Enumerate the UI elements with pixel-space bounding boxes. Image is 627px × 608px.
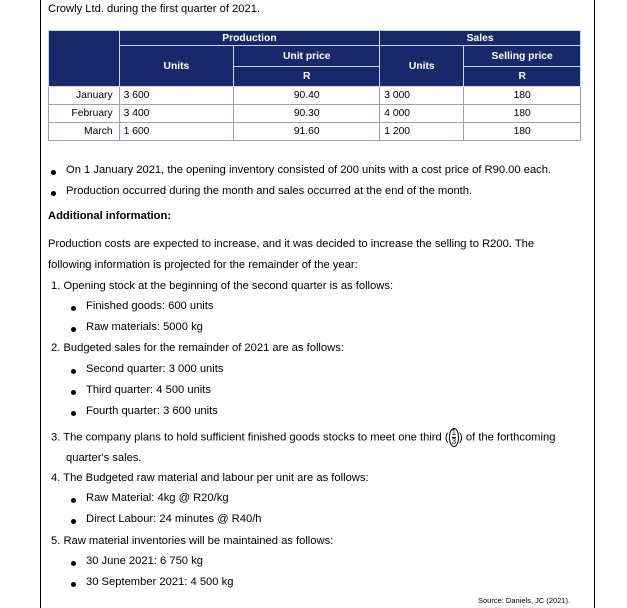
sub-item: Fourth quarter: 3 600 units [86, 405, 218, 417]
selling-price-cell: 180 [464, 123, 581, 141]
selling-price-cell: 180 [464, 87, 581, 105]
fraction-denominator: 3 [451, 437, 457, 446]
sales-group-header: Sales [380, 31, 581, 46]
frame-left-border [40, 0, 41, 608]
selling-price-cell: 180 [464, 105, 581, 123]
bullet-icon [51, 170, 56, 175]
paragraph-line: Production costs are expected to increase, and it was decided to increase the selling to R200. The [48, 238, 535, 250]
item3-text-end: ) of the forthcoming [459, 431, 556, 444]
sales-units-cell: 1 200 [380, 123, 464, 141]
list-item-1: 1. Opening stock at the beginning of the second quarter is as follows: [51, 280, 394, 292]
bullet-icon [71, 582, 76, 587]
list-item-3 [51, 428, 555, 447]
month-cell: January [49, 87, 120, 105]
bullet-text: Production occurred during the month and sales occurred at the end of the month. [66, 185, 473, 197]
sub-item: Finished goods: 600 units [86, 300, 214, 312]
selling-price-currency: R [464, 67, 581, 87]
prod-units-header: Units [119, 46, 234, 87]
selling-price-header: Selling price [464, 46, 581, 67]
bullet-icon [71, 498, 76, 503]
source-note: Source: Daniels, JC (2021). [478, 596, 571, 605]
list-item-4: 4. The Budgeted raw material and labour per unit are as follows: [51, 472, 369, 484]
bullet-icon [71, 411, 76, 416]
table-row [49, 87, 581, 105]
one-third-fraction [449, 428, 459, 447]
unit-price-cell: 90.40 [234, 87, 380, 105]
fraction-numerator: 1 [451, 428, 457, 437]
sales-units-header: Units [380, 46, 464, 87]
list-item-5: 5. Raw material inventories will be maintained as follows: [51, 535, 334, 547]
table-row [49, 123, 581, 141]
unit-price-cell: 91.60 [234, 123, 380, 141]
intro-text: Crowly Ltd. during the first quarter of 2021. [48, 3, 261, 15]
bullet-text: On 1 January 2021, the opening inventory consisted of 200 units with a cost price of R90.00 each. [66, 164, 552, 176]
month-cell: February [49, 105, 120, 123]
bullet-icon [51, 191, 56, 196]
additional-heading: Additional information: [48, 210, 172, 222]
paragraph-line: following information is projected for the remainder of the year: [48, 259, 358, 271]
unit-price-currency: R [234, 67, 380, 87]
sub-item: Second quarter: 3 000 units [86, 363, 224, 375]
bullet-icon [71, 369, 76, 374]
unit-price-cell: 90.30 [234, 105, 380, 123]
sales-units-cell: 3 000 [380, 87, 464, 105]
sub-item: Raw materials: 5000 kg [86, 321, 203, 333]
bullet-icon [71, 561, 76, 566]
sales-units-cell: 4 000 [380, 105, 464, 123]
sub-item: Raw Material: 4kg @ R20/kg [86, 492, 229, 504]
prod-units-cell: 3 400 [119, 105, 234, 123]
sub-item: Third quarter: 4 500 units [86, 384, 211, 396]
sub-item: 30 June 2021: 6 750 kg [86, 555, 203, 567]
unit-price-header: Unit price [234, 46, 380, 67]
inventory-table [48, 30, 581, 141]
frame-right-border [594, 0, 595, 608]
list-item-3-continued: quarter's sales. [66, 452, 142, 464]
bullet-icon [71, 390, 76, 395]
bullet-icon [71, 327, 76, 332]
bullet-icon [71, 519, 76, 524]
bullet-icon [71, 306, 76, 311]
item3-text-start: 3. The company plans to hold sufficient finished goods stocks to meet one third ( [51, 431, 449, 444]
prod-units-cell: 1 600 [119, 123, 234, 141]
month-cell: March [49, 123, 120, 141]
list-item-2: 2. Budgeted sales for the remainder of 2021 are as follows: [51, 342, 344, 354]
blank-header-cell [49, 31, 120, 87]
sub-item: Direct Labour: 24 minutes @ R40/h [86, 513, 262, 525]
prod-units-cell: 3 600 [119, 87, 234, 105]
production-group-header: Production [119, 31, 380, 46]
sub-item: 30 September 2021: 4 500 kg [86, 576, 234, 588]
table-row [49, 105, 581, 123]
